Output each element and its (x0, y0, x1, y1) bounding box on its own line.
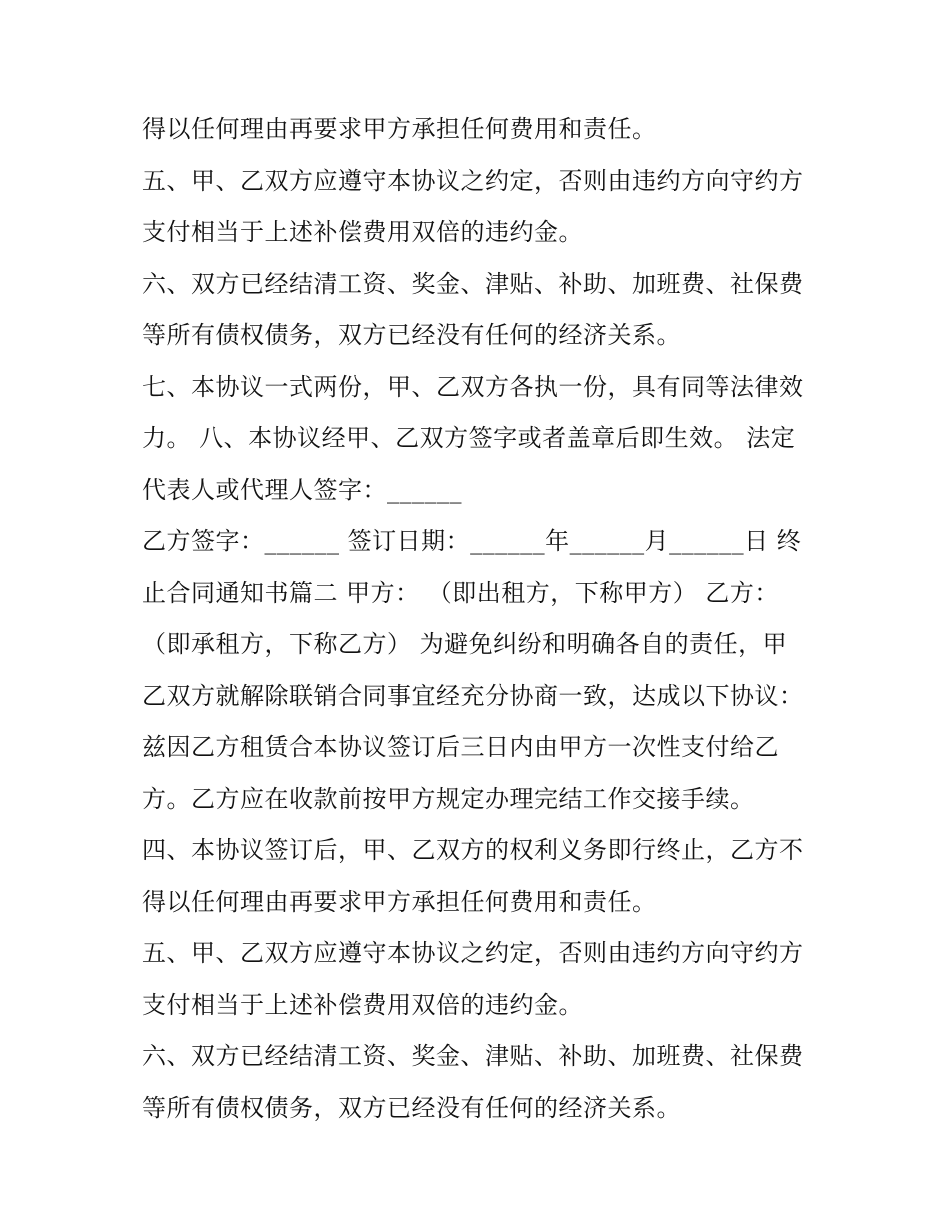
text-line: 得以任何理由再要求甲方承担任何费用和责任。 (142, 115, 657, 143)
text-line: 六、双方已经结清工资、奖金、津贴、补助、加班费、社保费 (142, 1042, 804, 1070)
text-line: 五、甲、乙双方应遵守本协议之约定，否则由违约方向守约方 (142, 939, 804, 967)
text-line: 四、本协议签订后，甲、乙双方的权利义务即行终止，乙方不 (142, 836, 804, 864)
text-line: 等所有债权债务，双方已经没有任何的经济关系。 (142, 321, 681, 349)
text-line: 乙双方就解除联销合同事宜经充分协商一致，达成以下协议： (142, 681, 804, 710)
text-line: 七、本协议一式两份，甲、乙双方各执一份，具有同等法律效 (142, 372, 804, 401)
text-line: 支付相当于上述补偿费用双倍的违约金。 (142, 990, 583, 1019)
text-line: 止合同通知书篇二 甲方： （即出租方，下称甲方） 乙方： (142, 578, 779, 607)
text-line: 支付相当于上述补偿费用双倍的违约金。 (142, 218, 583, 246)
text-line: （即承租方，下称乙方） 为避免纠纷和明确各自的责任，甲 (142, 630, 788, 658)
signature-date-line: 乙方签字：______ 签订日期：______年______月______日 终 (142, 527, 802, 555)
text-line: 六、双方已经结清工资、奖金、津贴、补助、加班费、社保费 (142, 269, 804, 298)
signature-line: 代表人或代理人签字：______ (142, 475, 462, 504)
text-line: 方。乙方应在收款前按甲方规定办理完结工作交接手续。 (142, 784, 755, 813)
text-line: 得以任何理由再要求甲方承担任何费用和责任。 (142, 887, 657, 916)
text-line: 力。 八、本协议经甲、乙双方签字或者盖章后即生效。 法定 (142, 424, 796, 452)
text-line: 等所有债权债务，双方已经没有任何的经济关系。 (142, 1093, 681, 1122)
document-body (142, 104, 822, 1134)
text-line: 兹因乙方租赁合本协议签订后三日内由甲方一次性支付给乙 (142, 733, 779, 761)
text-line: 五、甲、乙双方应遵守本协议之约定，否则由违约方向守约方 (142, 166, 804, 195)
